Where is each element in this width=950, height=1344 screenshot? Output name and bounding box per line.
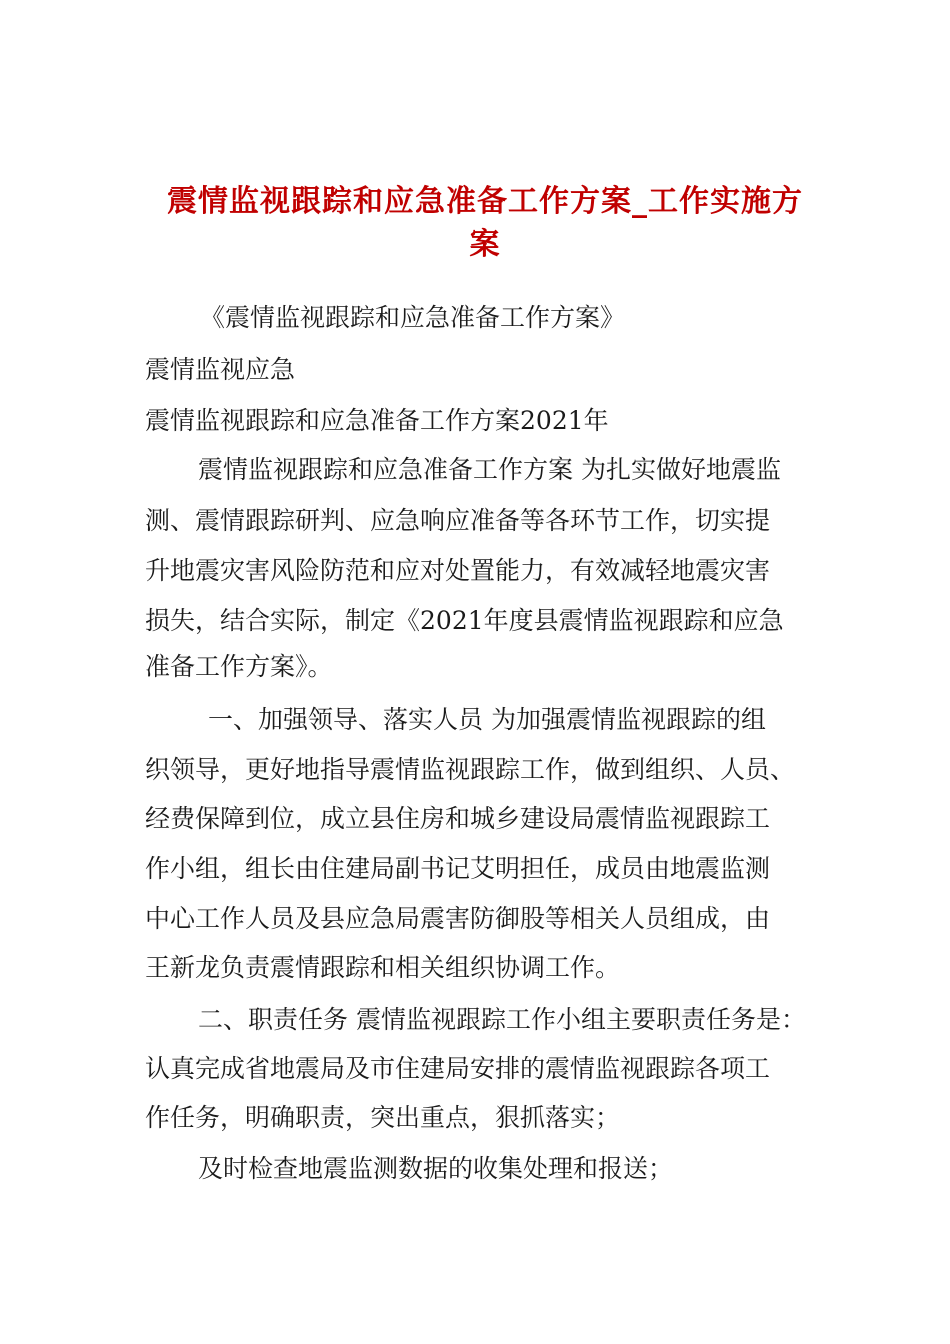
- doc-line-16: 认真完成省地震局及市住建局安排的震情监视跟踪各项工: [145, 1054, 771, 1083]
- doc-line-4: 震情监视跟踪和应急准备工作方案 为扎实做好地震监: [198, 455, 781, 484]
- document-title-line-2: 案: [469, 227, 501, 262]
- doc-line-11: 经费保障到位，成立县住房和城乡建设局震情监视跟踪工: [145, 804, 771, 833]
- document-title-line-1: 震情监视跟踪和应急准备工作方案_工作实施方: [167, 184, 803, 219]
- doc-line-14: 王新龙负责震情跟踪和相关组织协调工作。: [145, 953, 621, 982]
- doc-line-17: 作任务，明确职责，突出重点，狠抓落实；: [145, 1103, 621, 1132]
- doc-line-12: 作小组，组长由住建局副书记艾明担任，成员由地震监测: [145, 854, 771, 883]
- doc-line-10: 织领导，更好地指导震情监视跟踪工作，做到组织、人员、: [145, 755, 796, 784]
- doc-line-3: 震情监视跟踪和应急准备工作方案2021年: [145, 406, 609, 435]
- doc-line-9: 一、加强领导、落实人员 为加强震情监视跟踪的组: [208, 705, 766, 734]
- doc-line-13: 中心工作人员及县应急局震害防御股等相关人员组成，由: [145, 904, 771, 933]
- doc-line-7: 损失，结合实际，制定《2021年度县震情监视跟踪和应急: [145, 606, 784, 635]
- doc-line-6: 升地震灾害风险防范和应对处置能力，有效减轻地震灾害: [145, 556, 771, 585]
- doc-line-5: 测、震情跟踪研判、应急响应准备等各环节工作，切实提: [145, 506, 771, 535]
- doc-line-2: 震情监视应急: [145, 355, 296, 384]
- doc-line-15: 二、职责任务 震情监视跟踪工作小组主要职责任务是：: [198, 1005, 806, 1034]
- doc-line-1: 《震情监视跟踪和应急准备工作方案》: [200, 303, 626, 332]
- doc-line-18: 及时检查地震监测数据的收集处理和报送；: [198, 1154, 674, 1183]
- doc-line-8: 准备工作方案》。: [145, 652, 333, 681]
